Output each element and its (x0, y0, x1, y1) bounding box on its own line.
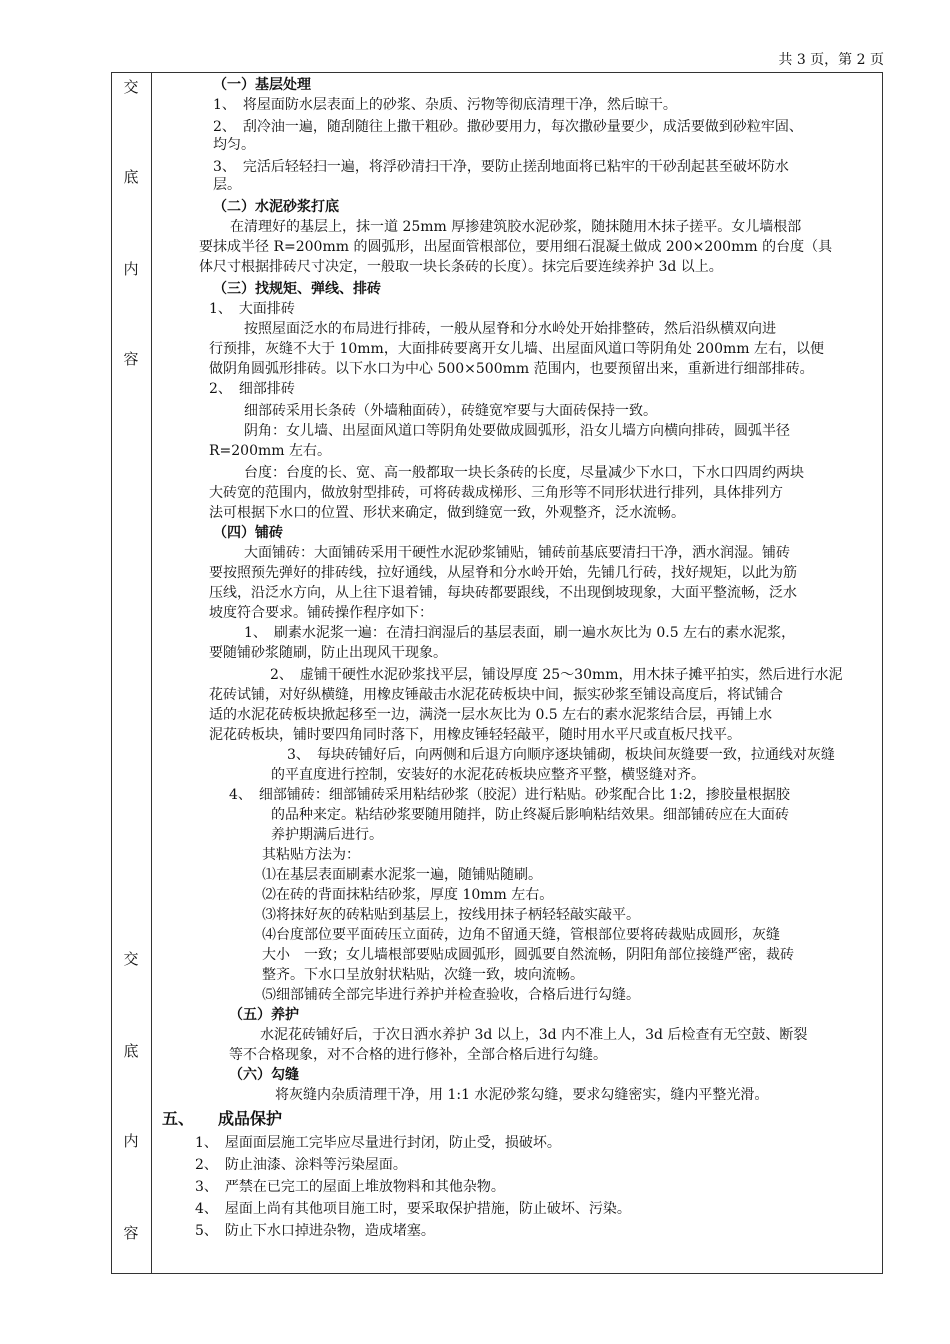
body-line: 2、 刮冷油一遍，随刮随往上撒干粗砂。撒砂要用力，每次撒砂量要少，成活要做到砂粒牢固、 (213, 119, 803, 135)
body-line: 做阴角圆弧形排砖。以下水口为中心 500×500mm 范围内，也要预留出来，重新进行细部排砖。 (209, 361, 814, 377)
body-line: 要抹成半径 R=200mm 的圆弧形，出屋面管根部位，要用细石混凝土做成 200×200mm 的台度（具 (199, 239, 833, 255)
heading-pointing: （六）勾缝 (229, 1067, 299, 1083)
body-line: 2、 细部排砖 (209, 381, 295, 397)
body-line: 大小 一致；女儿墙根部要贴成圆弧形，圆弧要自然流畅，阴阳角部位接缝严密，裁砖 (262, 947, 794, 963)
body-line: 3、 严禁在已完工的屋面上堆放物料和其他杂物。 (195, 1179, 505, 1195)
body-line: 5、 防止下水口掉进杂物，造成堵塞。 (195, 1223, 435, 1239)
body-line: 养护期满后进行。 (271, 827, 383, 843)
body-line: ⑵在砖的背面抹粘结砂浆，厚度 10mm 左右。 (262, 887, 554, 903)
side-label: 底 (123, 1042, 139, 1060)
body-line: 4、 细部铺砖：细部铺砖采用粘结砂浆（胶泥）进行粘贴。砂浆配合比 1:2，掺胶量根据胶 (229, 787, 790, 803)
heading-cement-mortar: （二）水泥砂浆打底 (213, 199, 339, 215)
body-line: 1、 大面排砖 (209, 301, 295, 317)
body-line: 泥花砖板块，铺时要四角同时落下，用橡皮锤轻轻敲平，随时用水平尺或直板尺找平。 (209, 727, 741, 743)
body-line: 适的水泥花砖板块掀起移至一边，满浇一层水灰比为 0.5 左右的素水泥浆结合层，再铺上水 (209, 707, 773, 723)
heading-tiling: （四）铺砖 (213, 525, 283, 541)
body-line: 法可根据下水口的位置、形状来确定，做到缝宽一致，外观整齐，泛水流畅。 (209, 505, 685, 521)
heading-layout: （三）找规矩、弹线、排砖 (213, 281, 381, 297)
body-line: 等不合格现象，对不合格的进行修补，全部合格后进行勾缝。 (229, 1047, 607, 1063)
body-line: ⑸细部铺砖全部完毕进行养护并检查验收，合格后进行勾缝。 (262, 987, 640, 1003)
body-line: 花砖试铺，对好纵横缝，用橡皮锤敲击水泥花砖板块中间，振实砂浆至铺设高度后，将试铺合 (209, 687, 783, 703)
side-label: 容 (123, 1224, 139, 1242)
body-line: 的品种来定。粘结砂浆要随用随拌，防止终凝后影响粘结效果。细部铺砖应在大面砖 (271, 807, 789, 823)
body-line: ⑷台度部位要平面砖压立面砖，边角不留通天缝，管根部位要将砖裁贴成圆形，灰缝 (262, 927, 780, 943)
body-line: 在清理好的基层上，抹一道 25mm 厚掺建筑胶水泥砂浆，随抹随用木抹子搓平。女儿墙根部 (230, 219, 802, 235)
heading-product-protection: 五、 成品保护 (162, 1109, 283, 1128)
body-line: 1、 刷素水泥浆一遍：在清扫润湿后的基层表面，刷一遍水灰比为 0.5 左右的素水泥浆， (244, 625, 796, 641)
body-line: 3、 每块砖铺好后，向两侧和后退方向顺序逐块铺砌，板块间灰缝要一致，拉通线对灰缝 (287, 747, 835, 763)
heading-base-treatment: （一）基层处理 (213, 77, 311, 93)
body-line: 细部砖采用长条砖（外墙釉面砖），砖缝宽窄要与大面砖保持一致。 (244, 403, 657, 419)
side-label: 交 (123, 950, 139, 968)
body-line: 均匀。 (213, 137, 255, 153)
body-line: 坡度符合要求。铺砖操作程序如下： (209, 605, 433, 621)
side-label: 底 (123, 168, 139, 186)
body-line: 压线，沿泛水方向，从上往下退着铺，每块砖都要跟线，不出现倒坡现象，大面平整流畅，泛水 (209, 585, 797, 601)
body-line: R=200mm 左右。 (209, 443, 331, 459)
body-line: ⑴在基层表面刷素水泥浆一遍，随铺贴随刷。 (262, 867, 542, 883)
body-line: 要按照预先弹好的排砖线，拉好通线，从屋脊和分水岭开始，先铺几行砖，找好规矩，以此为筋 (209, 565, 797, 581)
body-line: ⑶将抹好灰的砖粘贴到基层上，按线用抹子柄轻轻敲实敲平。 (262, 907, 640, 923)
body-line: 3、 完活后轻轻扫一遍，将浮砂清扫干净，要防止搓刮地面将已粘牢的干砂刮起甚至破坏防水 (213, 159, 789, 175)
body-line: 大砖宽的范围内，做放射型排砖，可将砖裁成梯形、三角形等不同形状进行排列，具体排列方 (209, 485, 783, 501)
body-line: 2、 防止油漆、涂料等污染屋面。 (195, 1157, 407, 1173)
body-line: 2、 虚铺干硬性水泥砂浆找平层，铺设厚度 25～30mm，用木抹子摊平拍实，然后进行水泥 (270, 667, 843, 683)
body-line: 阴角：女儿墙、出屋面风道口等阴角处要做成圆弧形，沿女儿墙方向横向排砖，圆弧半径 (244, 423, 790, 439)
side-label: 内 (123, 1132, 139, 1150)
body-line: 整齐。下水口呈放射状粘贴，次缝一致，坡向流畅。 (262, 967, 584, 983)
page-number: 共 3 页，第 2 页 (778, 52, 884, 68)
body-line: 1、 屋面面层施工完毕应尽量进行封闭，防止受，损破坏。 (195, 1135, 561, 1151)
side-label: 容 (123, 350, 139, 368)
side-label: 内 (123, 260, 139, 278)
body-line: 台度：台度的长、宽、高一般都取一块长条砖的长度，尽量减少下水口，下水口四周约两块 (244, 465, 804, 481)
body-line: 体尺寸根据排砖尺寸决定，一般取一块长条砖的长度）。抹完后要连续养护 3d 以上。 (199, 259, 723, 275)
body-line: 4、 屋面上尚有其他项目施工时，要采取保护措施，防止破坏、污染。 (195, 1201, 631, 1217)
body-line: 的平直度进行控制，安装好的水泥花砖板块应整齐平整，横竖缝对齐。 (271, 767, 705, 783)
heading-curing: （五）养护 (229, 1007, 299, 1023)
body-line: 水泥花砖铺好后，于次日洒水养护 3d 以上，3d 内不准上人，3d 后检查有无空鼓、断裂 (260, 1027, 808, 1043)
body-line: 大面铺砖：大面铺砖采用干硬性水泥砂浆铺贴，铺砖前基底要清扫干净，洒水润湿。铺砖 (244, 545, 790, 561)
body-line: 其粘贴方法为： (262, 847, 360, 863)
body-line: 要随铺砂浆随刷，防止出现风干现象。 (209, 645, 447, 661)
body-line: 1、 将屋面防水层表面上的砂浆、杂质、污物等彻底清理干净，然后晾干。 (213, 97, 677, 113)
body-line: 层。 (213, 177, 241, 193)
body-line: 按照屋面泛水的布局进行排砖，一般从屋脊和分水岭处开始排整砖，然后沿纵横双向进 (244, 321, 776, 337)
body-line: 将灰缝内杂质清理干净，用 1:1 水泥砂浆勾缝，要求勾缝密实，缝内平整光滑。 (275, 1087, 769, 1103)
body-line: 行预排，灰缝不大于 10mm，大面排砖要离开女儿墙、出屋面风道口等阴角处 200mm 左右，以便 (209, 341, 824, 357)
side-label: 交 (123, 78, 139, 96)
